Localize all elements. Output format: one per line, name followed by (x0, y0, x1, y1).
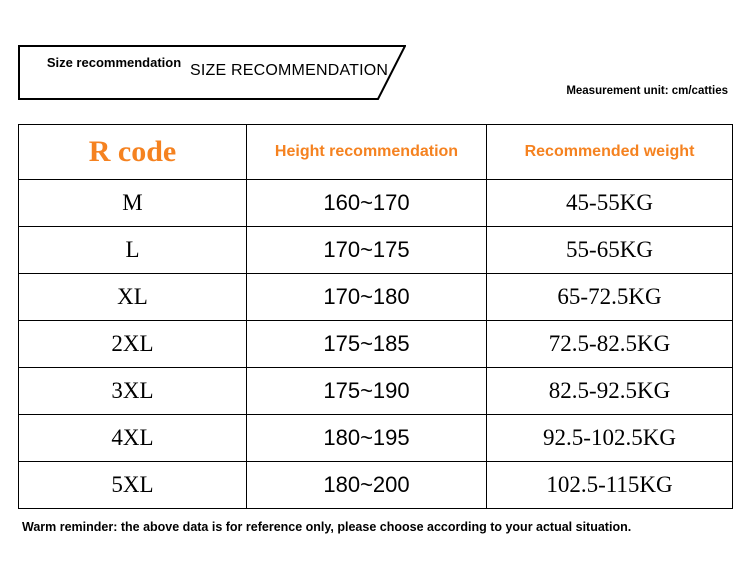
cell-weight: 72.5-82.5KG (487, 321, 733, 368)
table-row (19, 180, 733, 227)
size-table (18, 124, 733, 509)
cell-size: L (19, 227, 247, 274)
cell-height: 175~185 (247, 321, 487, 368)
banner-title-cn: Size recommendation (46, 55, 182, 70)
table-row (19, 415, 733, 462)
cell-height: 160~170 (247, 180, 487, 227)
cell-weight: 92.5-102.5KG (487, 415, 733, 462)
cell-size: 3XL (19, 368, 247, 415)
header-cell-height: Height recommendation (247, 125, 487, 180)
cell-height: 180~200 (247, 462, 487, 509)
table-header-row (19, 125, 733, 180)
table-row (19, 321, 733, 368)
cell-weight: 65-72.5KG (487, 274, 733, 321)
header-cell-code: R code (19, 125, 247, 180)
cell-size: XL (19, 274, 247, 321)
table-row (19, 227, 733, 274)
cell-height: 175~190 (247, 368, 487, 415)
banner-title-en: SIZE RECOMMENDATION (190, 62, 389, 79)
cell-size: M (19, 180, 247, 227)
cell-height: 170~175 (247, 227, 487, 274)
cell-size: 2XL (19, 321, 247, 368)
cell-weight: 82.5-92.5KG (487, 368, 733, 415)
cell-size: 5XL (19, 462, 247, 509)
cell-weight: 102.5-115KG (487, 462, 733, 509)
header-cell-weight: Recommended weight (487, 125, 733, 180)
cell-height: 180~195 (247, 415, 487, 462)
cell-weight: 45-55KG (487, 180, 733, 227)
table-row (19, 274, 733, 321)
warm-reminder-note: Warm reminder: the above data is for reference only, please choose according to your actual situation. (22, 520, 632, 534)
table-row (19, 368, 733, 415)
cell-height: 170~180 (247, 274, 487, 321)
cell-size: 4XL (19, 415, 247, 462)
cell-weight: 55-65KG (487, 227, 733, 274)
table-row (19, 462, 733, 509)
measurement-unit-note: Measurement unit: cm/catties (566, 85, 728, 97)
header-banner (18, 45, 406, 100)
